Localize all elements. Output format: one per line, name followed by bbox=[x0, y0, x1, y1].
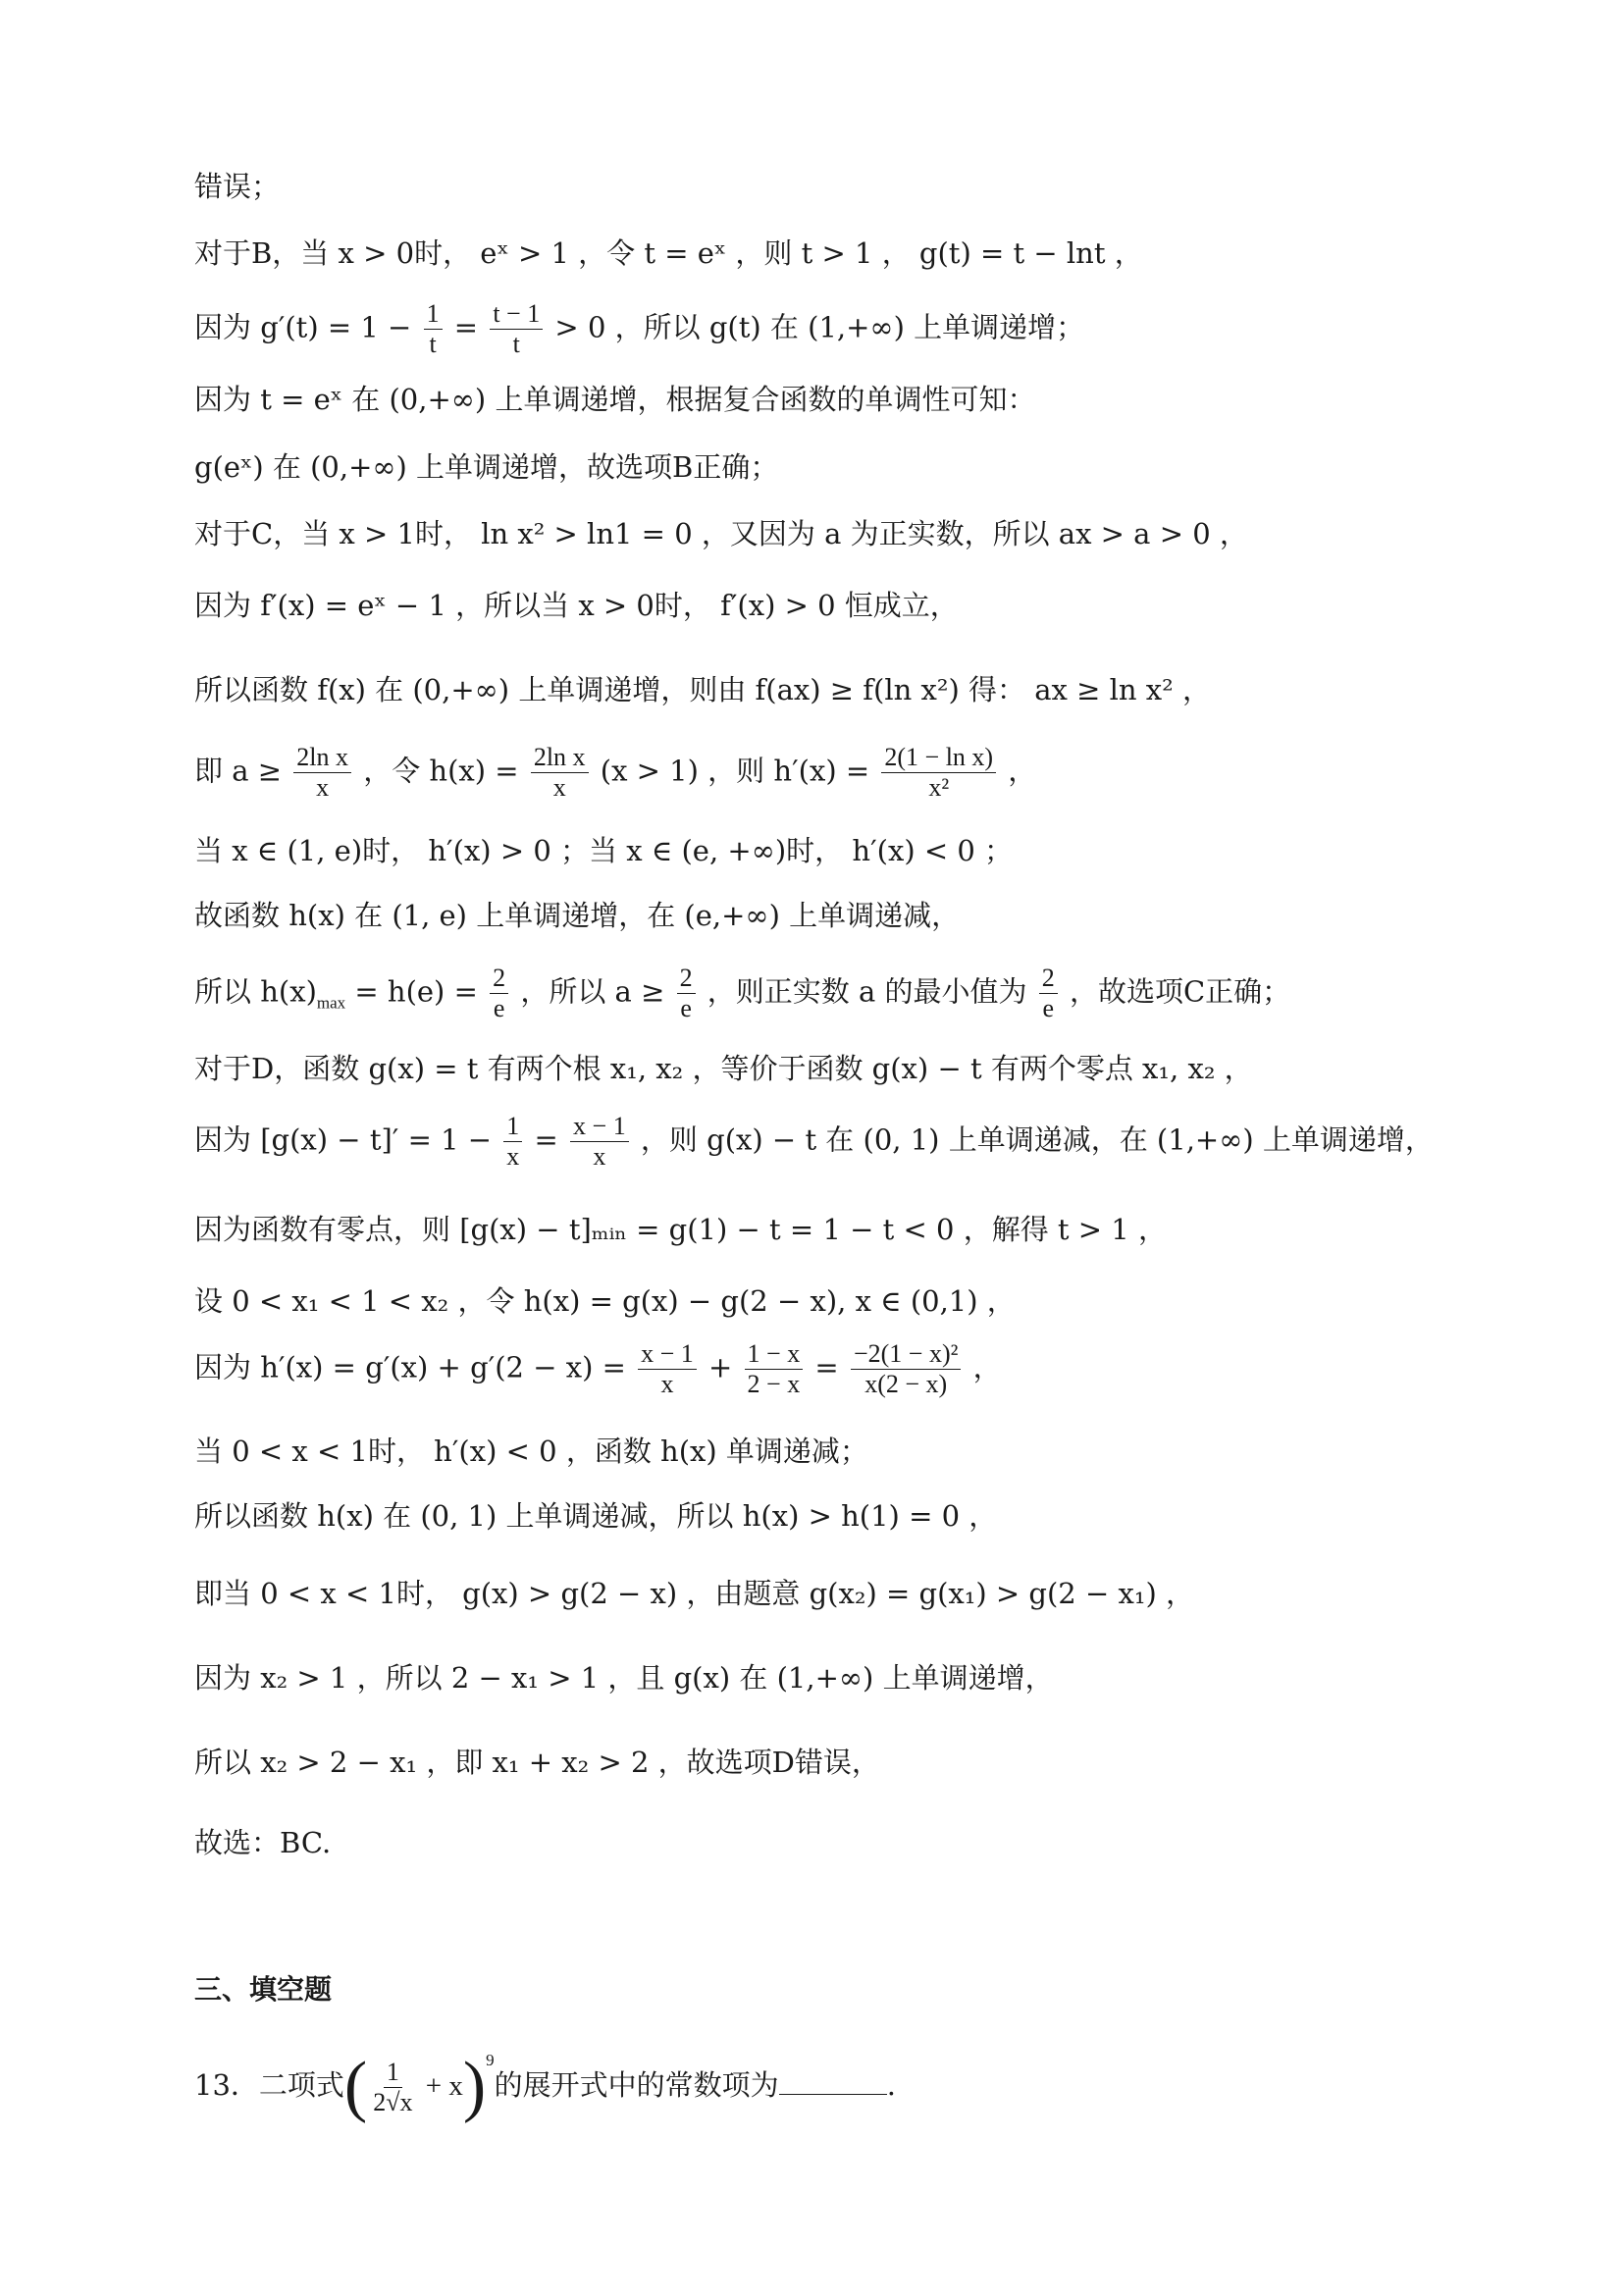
fraction bbox=[490, 299, 543, 359]
fraction-denominator: e bbox=[680, 994, 692, 1022]
fraction-numerator: x − 1 bbox=[638, 1339, 697, 1370]
text-segment: 因为 [g(x) − t]′ = 1 − bbox=[194, 1122, 501, 1157]
fraction-denominator: e bbox=[493, 994, 505, 1022]
text-segment: ，令 h(x) = bbox=[353, 754, 528, 788]
text-line: 所以函数 f(x) 在 (0,+∞) 上单调递增，则由 f(ax) ≥ f(ln x²) 得： ax ≥ ln x² ， bbox=[194, 673, 1212, 706]
text-line: 故选：BC. bbox=[194, 1826, 332, 1859]
text-line: 当 x ∈ (1, e)时， h′(x) > 0 ；当 x ∈ (e, +∞)时， h′(x) < 0 ； bbox=[194, 834, 1014, 867]
text-segment: = bbox=[806, 1350, 848, 1384]
text-line: 所以 x₂ > 2 − x₁ ，即 x₁ + x₂ > 2 ，故选项D错误， bbox=[194, 1746, 880, 1779]
fraction-numerator: 1 − x bbox=[745, 1339, 804, 1370]
fraction-numerator: 2ln x bbox=[531, 743, 589, 773]
fraction-denominator: x(2 − x) bbox=[864, 1370, 948, 1398]
text-line: 错误； bbox=[194, 170, 281, 203]
math-line bbox=[194, 964, 1290, 1023]
text-line: 对于D，函数 g(x) = t 有两个根 x₁, x₂ ，等价于函数 g(x) − t 有两个零点 x₁, x₂ ， bbox=[194, 1052, 1253, 1085]
exponent: 9 bbox=[486, 2051, 495, 2069]
left-paren: ( bbox=[343, 2049, 368, 2124]
fraction-numerator: 2(1 − ln x) bbox=[881, 743, 996, 773]
fraction-denominator: x bbox=[593, 1142, 606, 1171]
fraction bbox=[1039, 964, 1058, 1023]
text-line: 因为 x₂ > 1 ，所以 2 − x₁ > 1 ，且 g(x) 在 (1,+∞) 上单调递增， bbox=[194, 1661, 1054, 1695]
fraction-numerator: t − 1 bbox=[490, 299, 543, 330]
text-segment: 所以 h(x) bbox=[194, 974, 317, 1009]
fraction bbox=[677, 964, 696, 1023]
fraction-numerator: 2 bbox=[677, 964, 696, 994]
text-segment: . bbox=[886, 2068, 896, 2102]
fraction bbox=[424, 299, 443, 359]
fraction-denominator: 2√x bbox=[373, 2087, 413, 2116]
fraction bbox=[851, 1339, 961, 1399]
text-segment: = bbox=[445, 310, 488, 344]
fraction-denominator: e bbox=[1042, 994, 1055, 1022]
question-number: 13．二项式 bbox=[194, 2068, 344, 2102]
fraction-denominator: x bbox=[316, 773, 330, 802]
question-13 bbox=[194, 2021, 896, 2125]
text-segment: ，故选项C正确； bbox=[1060, 974, 1291, 1009]
fraction bbox=[490, 964, 508, 1023]
text-segment: 因为 g′(t) = 1 − bbox=[194, 310, 421, 344]
text-segment: + bbox=[699, 1350, 742, 1384]
fraction-numerator: 2 bbox=[1039, 964, 1058, 994]
right-paren: ) bbox=[462, 2049, 487, 2124]
text-segment: ，所以 a ≥ bbox=[511, 974, 674, 1009]
fraction-numerator: 2 bbox=[490, 964, 508, 994]
section-heading: 三、填空题 bbox=[194, 1973, 333, 2006]
text-line: 即当 0 < x < 1时， g(x) > g(2 − x) ，由题意 g(x₂) = g(x₁) > g(2 − x₁) ， bbox=[194, 1577, 1195, 1610]
text-segment: ，则 g(x) − t 在 (0, 1) 上单调递减，在 (1,+∞) 上单调递增， bbox=[631, 1122, 1434, 1157]
fraction bbox=[745, 1339, 804, 1399]
answer-blank[interactable] bbox=[779, 2068, 887, 2095]
math-line bbox=[194, 743, 1036, 803]
math-line bbox=[194, 1112, 1434, 1172]
text-line: 因为 t = eˣ 在 (0,+∞) 上单调递增，根据复合函数的单调性可知： bbox=[194, 383, 1036, 416]
text-segment: ， bbox=[964, 1350, 1002, 1384]
text-line: 对于C，当 x > 1时， ln x² > ln1 = 0 ，又因为 a 为正实数，所以 ax > a > 0 ， bbox=[194, 517, 1248, 550]
text-line: 当 0 < x < 1时， h′(x) < 0 ，函数 h(x) 单调递减； bbox=[194, 1435, 868, 1468]
fraction bbox=[370, 2058, 415, 2117]
text-segment: + x bbox=[418, 2070, 463, 2102]
fraction-denominator: x bbox=[552, 773, 566, 802]
fraction-numerator: 1 bbox=[503, 1112, 522, 1142]
fraction-numerator: 1 bbox=[384, 2058, 402, 2088]
text-line: 故函数 h(x) 在 (1, e) 上单调递增，在 (e,+∞) 上单调递减， bbox=[194, 899, 961, 932]
fraction bbox=[293, 743, 351, 803]
fraction bbox=[638, 1339, 697, 1399]
text-line: 因为 f′(x) = eˣ − 1 ，所以当 x > 0时， f′(x) > 0 恒成立， bbox=[194, 589, 959, 622]
fraction-denominator: t bbox=[429, 330, 437, 358]
fraction-numerator: −2(1 − x)² bbox=[851, 1339, 961, 1370]
fraction-denominator: x bbox=[506, 1142, 520, 1171]
text-line: 对于B，当 x > 0时， eˣ > 1 ，令 t = eˣ ，则 t > 1 ， g(t) = t − lnt ， bbox=[194, 236, 1143, 270]
math-line bbox=[194, 299, 1084, 359]
text-line: 因为函数有零点，则 [g(x) − t]ₘᵢₙ = g(1) − t = 1 − t < 0 ，解得 t > 1 ， bbox=[194, 1213, 1167, 1246]
text-line: 所以函数 h(x) 在 (0, 1) 上单调递减，所以 h(x) > h(1) = 0 ， bbox=[194, 1499, 998, 1533]
fraction-numerator: 1 bbox=[424, 299, 443, 330]
fraction bbox=[503, 1112, 522, 1172]
text-segment: > 0 ，所以 g(t) 在 (1,+∞) 上单调递增； bbox=[546, 310, 1085, 344]
text-segment: (x > 1) ，则 h′(x) = bbox=[591, 754, 879, 788]
math-line bbox=[194, 1339, 1002, 1399]
text-segment: = h(e) = bbox=[345, 974, 488, 1009]
text-segment: = bbox=[525, 1122, 568, 1157]
text-segment: ，则正实数 a 的最小值为 bbox=[698, 974, 1036, 1009]
text-segment: 的展开式中的常数项为 bbox=[494, 2068, 779, 2102]
fraction-denominator: 2 − x bbox=[747, 1370, 801, 1398]
fraction-numerator: x − 1 bbox=[570, 1112, 629, 1142]
text-segment: ， bbox=[999, 754, 1037, 788]
fraction-denominator: t bbox=[512, 330, 520, 358]
fraction-denominator: x bbox=[660, 1370, 674, 1398]
fraction bbox=[881, 743, 996, 803]
text-segment: 即 a ≥ bbox=[194, 754, 291, 788]
fraction bbox=[570, 1112, 629, 1172]
text-line: g(eˣ) 在 (0,+∞) 上单调递增，故选项B正确； bbox=[194, 450, 779, 484]
fraction-denominator: x² bbox=[928, 773, 950, 802]
subscript: max bbox=[316, 993, 346, 1013]
fraction-numerator: 2ln x bbox=[293, 743, 351, 773]
text-segment: 因为 h′(x) = g′(x) + g′(2 − x) = bbox=[194, 1350, 636, 1384]
fraction bbox=[531, 743, 589, 803]
text-line: 设 0 < x₁ < 1 < x₂ ，令 h(x) = g(x) − g(2 − x), x ∈ (0,1) ， bbox=[194, 1284, 1016, 1318]
